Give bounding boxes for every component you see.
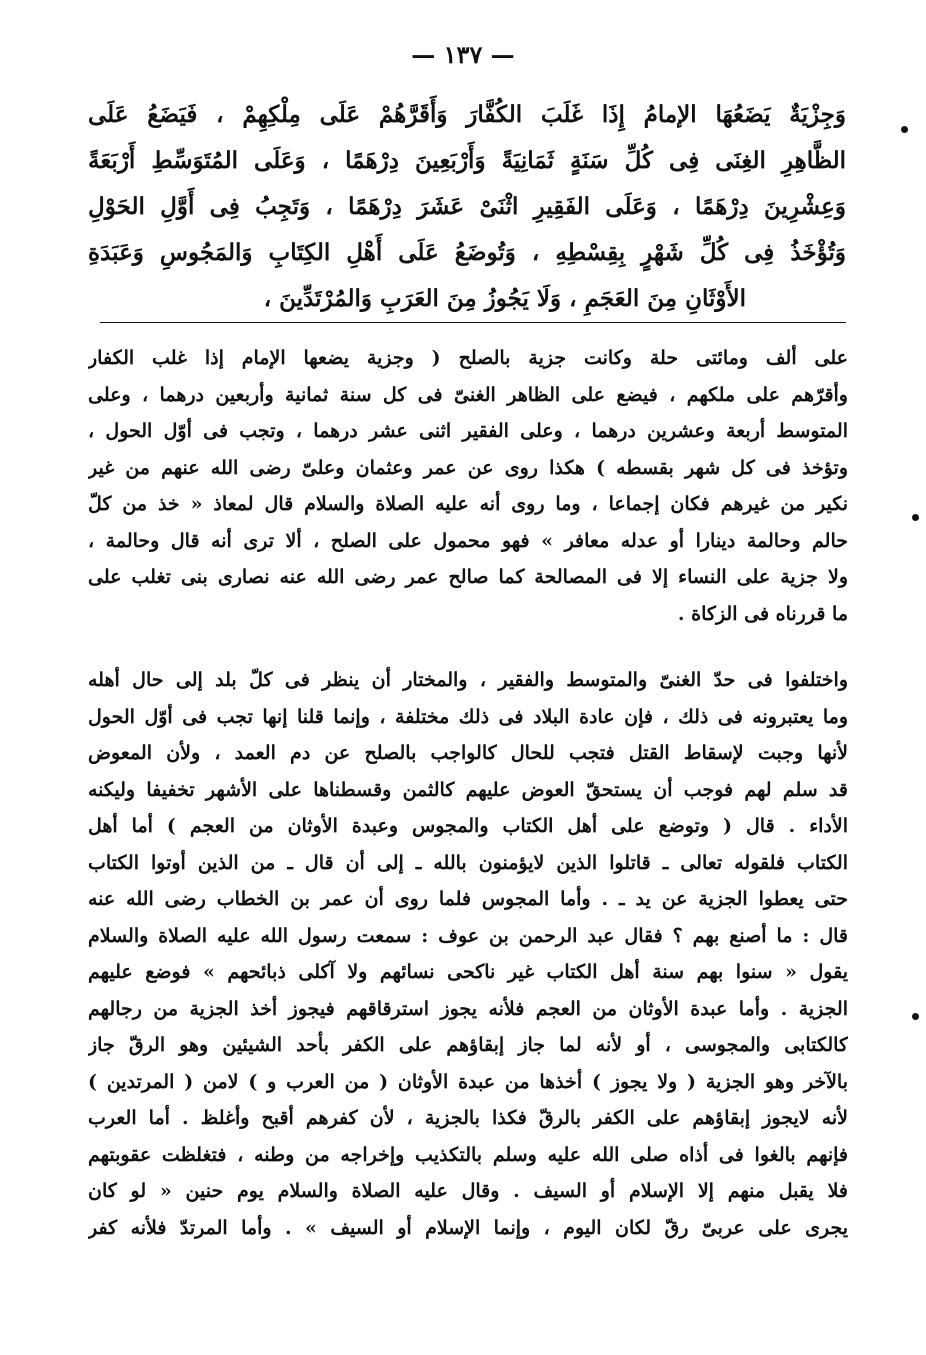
margin-mark — [901, 126, 908, 133]
sharh-line: الأداء . قال ( وتوضع على أهل الكتاب والمجوس وعبدة الأوثان من العجم ) أما أهل — [88, 815, 848, 837]
sharh-line: قال : ما أصنع بهم ؟ فقال عبد الرحمن بن عوف : سمعت رسول الله عليه الصلاة والسلام — [88, 924, 848, 947]
sharh-line: وأقرّهم على ملكهم ، فيضع على الظاهر الغنىّ فى كل سنة ثمانية وأربعين درهما ، وعلى — [88, 383, 848, 406]
sharh-line: لأنها وجبت لإسقاط القتل فتجب للحال كالواجب بالصلح عن دم العمد ، ولأن المعوض — [88, 742, 848, 764]
matn-line: الظَّاهِرِ الغِنَى فِى كُلِّ سَنَةٍ ثَمَانِيَةً وَأَرْبَعِينَ دِرْهَمًا ، وَعَلَى المُتَوَسِّطِ أَرْبَعَةً — [88, 147, 846, 174]
sharh-line: حتى يعطوا الجزية عن يد ـ . وأما المجوس فلما روى أن عمر بن الخطاب رضى الله عنه — [88, 888, 848, 910]
sharh-line: نكير من غيرهم فكان إجماعا ، وما روى أنه عليه الصلاة والسلام قال لمعاذ « خذ من كلّ — [88, 493, 848, 515]
sharh-line: ما قررناه فى الزكاة . — [677, 602, 848, 625]
sharh-line: الجزية . وأما عبدة الأوثان من العجم فلأنه يجوز استرقاقهم فيجوز أخذ الجزية من رجالهم — [88, 997, 848, 1020]
sharh-line: لأنه لايجوز إبقاؤهم على الكفر بالرقّ فكذا بالجزية ، لأن كفرهم أقبح وأغلظ . أما العرب — [88, 1107, 848, 1129]
matn-line: وَعِشْرِينَ دِرْهَمًا ، وَعَلَى الفَقِيرِ اثْنَىْ عَشَرَ دِرْهَمًا ، وَتَجِبُ فِى أَوَّلِ الحَوْلِ — [88, 193, 846, 220]
sharh-line: فإنهم بالغوا فى أذاه صلى الله عليه وسلم بالتكذيب وإخراجه من وطنه ، فتغلظت عقوبتهم — [88, 1143, 848, 1166]
sharh-line: المتوسط أربعة وعشرين درهما ، وعلى الفقير اثنى عشر درهما ، وتجب فى أوّل الحول ، — [88, 420, 848, 442]
sharh-line: قد سلم لهم فوجب أن يستحقّ العوض عليهم كالثمن وقسطناها على الأشهر تخفيفا وليكنه — [88, 778, 848, 801]
sharh-line: حالم وحالمة دينارا أو عدله معافر » فهو محمول على الصلح ، ألا ترى أنه قال وحالمة ، — [88, 529, 848, 552]
section-divider — [100, 322, 846, 323]
sharh-line: يقول « سنوا بهم سنة أهل الكتاب غير ناكحى نسائهم ولا آكلى ذبائحهم » فوضع عليهم — [88, 961, 848, 983]
sharh-line: واختلفوا فى حدّ الغنىّ والمتوسط والفقير ، والمختار أن ينظر فى كلّ بلد إلى حال أهله — [88, 669, 848, 691]
sharh-line: يجرى على عربىّ رقّ لكان اليوم ، وإنما الإسلام أو السيف » . وأما المرتدّ فلأنه كفر — [88, 1216, 848, 1239]
sharh-line: وتؤخذ فى كل شهر بقسطه ) هكذا روى عن عمر وعثمان وعلىّ رضى الله عنهم من غير — [88, 456, 848, 479]
sharh-line: فلا يقبل منهم إلا الإسلام أو السيف . وقال عليه الصلاة والسلام يوم حنين « لو كان — [88, 1180, 848, 1202]
sharh-block — [88, 340, 848, 1246]
page-number: — ١٣٧ — — [411, 40, 515, 69]
sharh-line: ولا جزية على النساء إلا فى المصالحة كما صالح عمر رضى الله عنه نصارى بنى تغلب على — [88, 566, 848, 588]
sharh-line: الكتاب فلقوله تعالى ـ قاتلوا الذين لايؤمنون بالله ـ إلى أن قال ـ من الذين أوتوا الكتاب — [88, 851, 848, 874]
sharh-line: بالآخر وهو الجزية ( ولا يجوز ) أخذها من عبدة الأوثان ( من العرب و ) لامن ( المرتدين ) — [88, 1070, 848, 1093]
sharh-line: وما يعتبرونه فى ذلك ، فإن عادة البلاد فى ذلك مختلفة ، وإنما قلنا إنها تجب فى أوّل الحول — [88, 705, 848, 728]
margin-mark — [912, 514, 919, 521]
matn-line: وَجِزْيَةٌ يَضَعُهَا الإمامُ إِذَا غَلَبَ الكُفَّارَ وَأَقَرَّهُمْ عَلَى مِلْكِهِمْ ، فَيَضَعُ عَلَى — [88, 101, 846, 128]
matn-block — [88, 92, 846, 322]
matn-line: وَتُؤْخَذُ فِى كُلِّ شَهْرٍ بِقِسْطِهِ ، وَتُوضَعُ عَلَى أَهْلِ الكِتَابِ وَالمَجُوسِ وَعَبَدَةِ — [88, 239, 846, 266]
matn-line: الأَوْثَانِ مِنَ العَجَمِ ، وَلَا يَجُوزُ مِنَ العَرَبِ وَالمُرْتَدِّينَ ، — [263, 285, 746, 312]
sharh-line: كالكتابى والمجوسى ، أو لأنه لما جاز إبقاؤهم على الكفر بأحد الشيئين وهو الرقّ جاز — [88, 1034, 848, 1056]
margin-mark — [912, 1013, 919, 1020]
sharh-line: على ألف ومائتى حلة وكانت جزية بالصلح ( وجزية يضعها الإمام إذا غلب الكفار — [88, 347, 848, 369]
